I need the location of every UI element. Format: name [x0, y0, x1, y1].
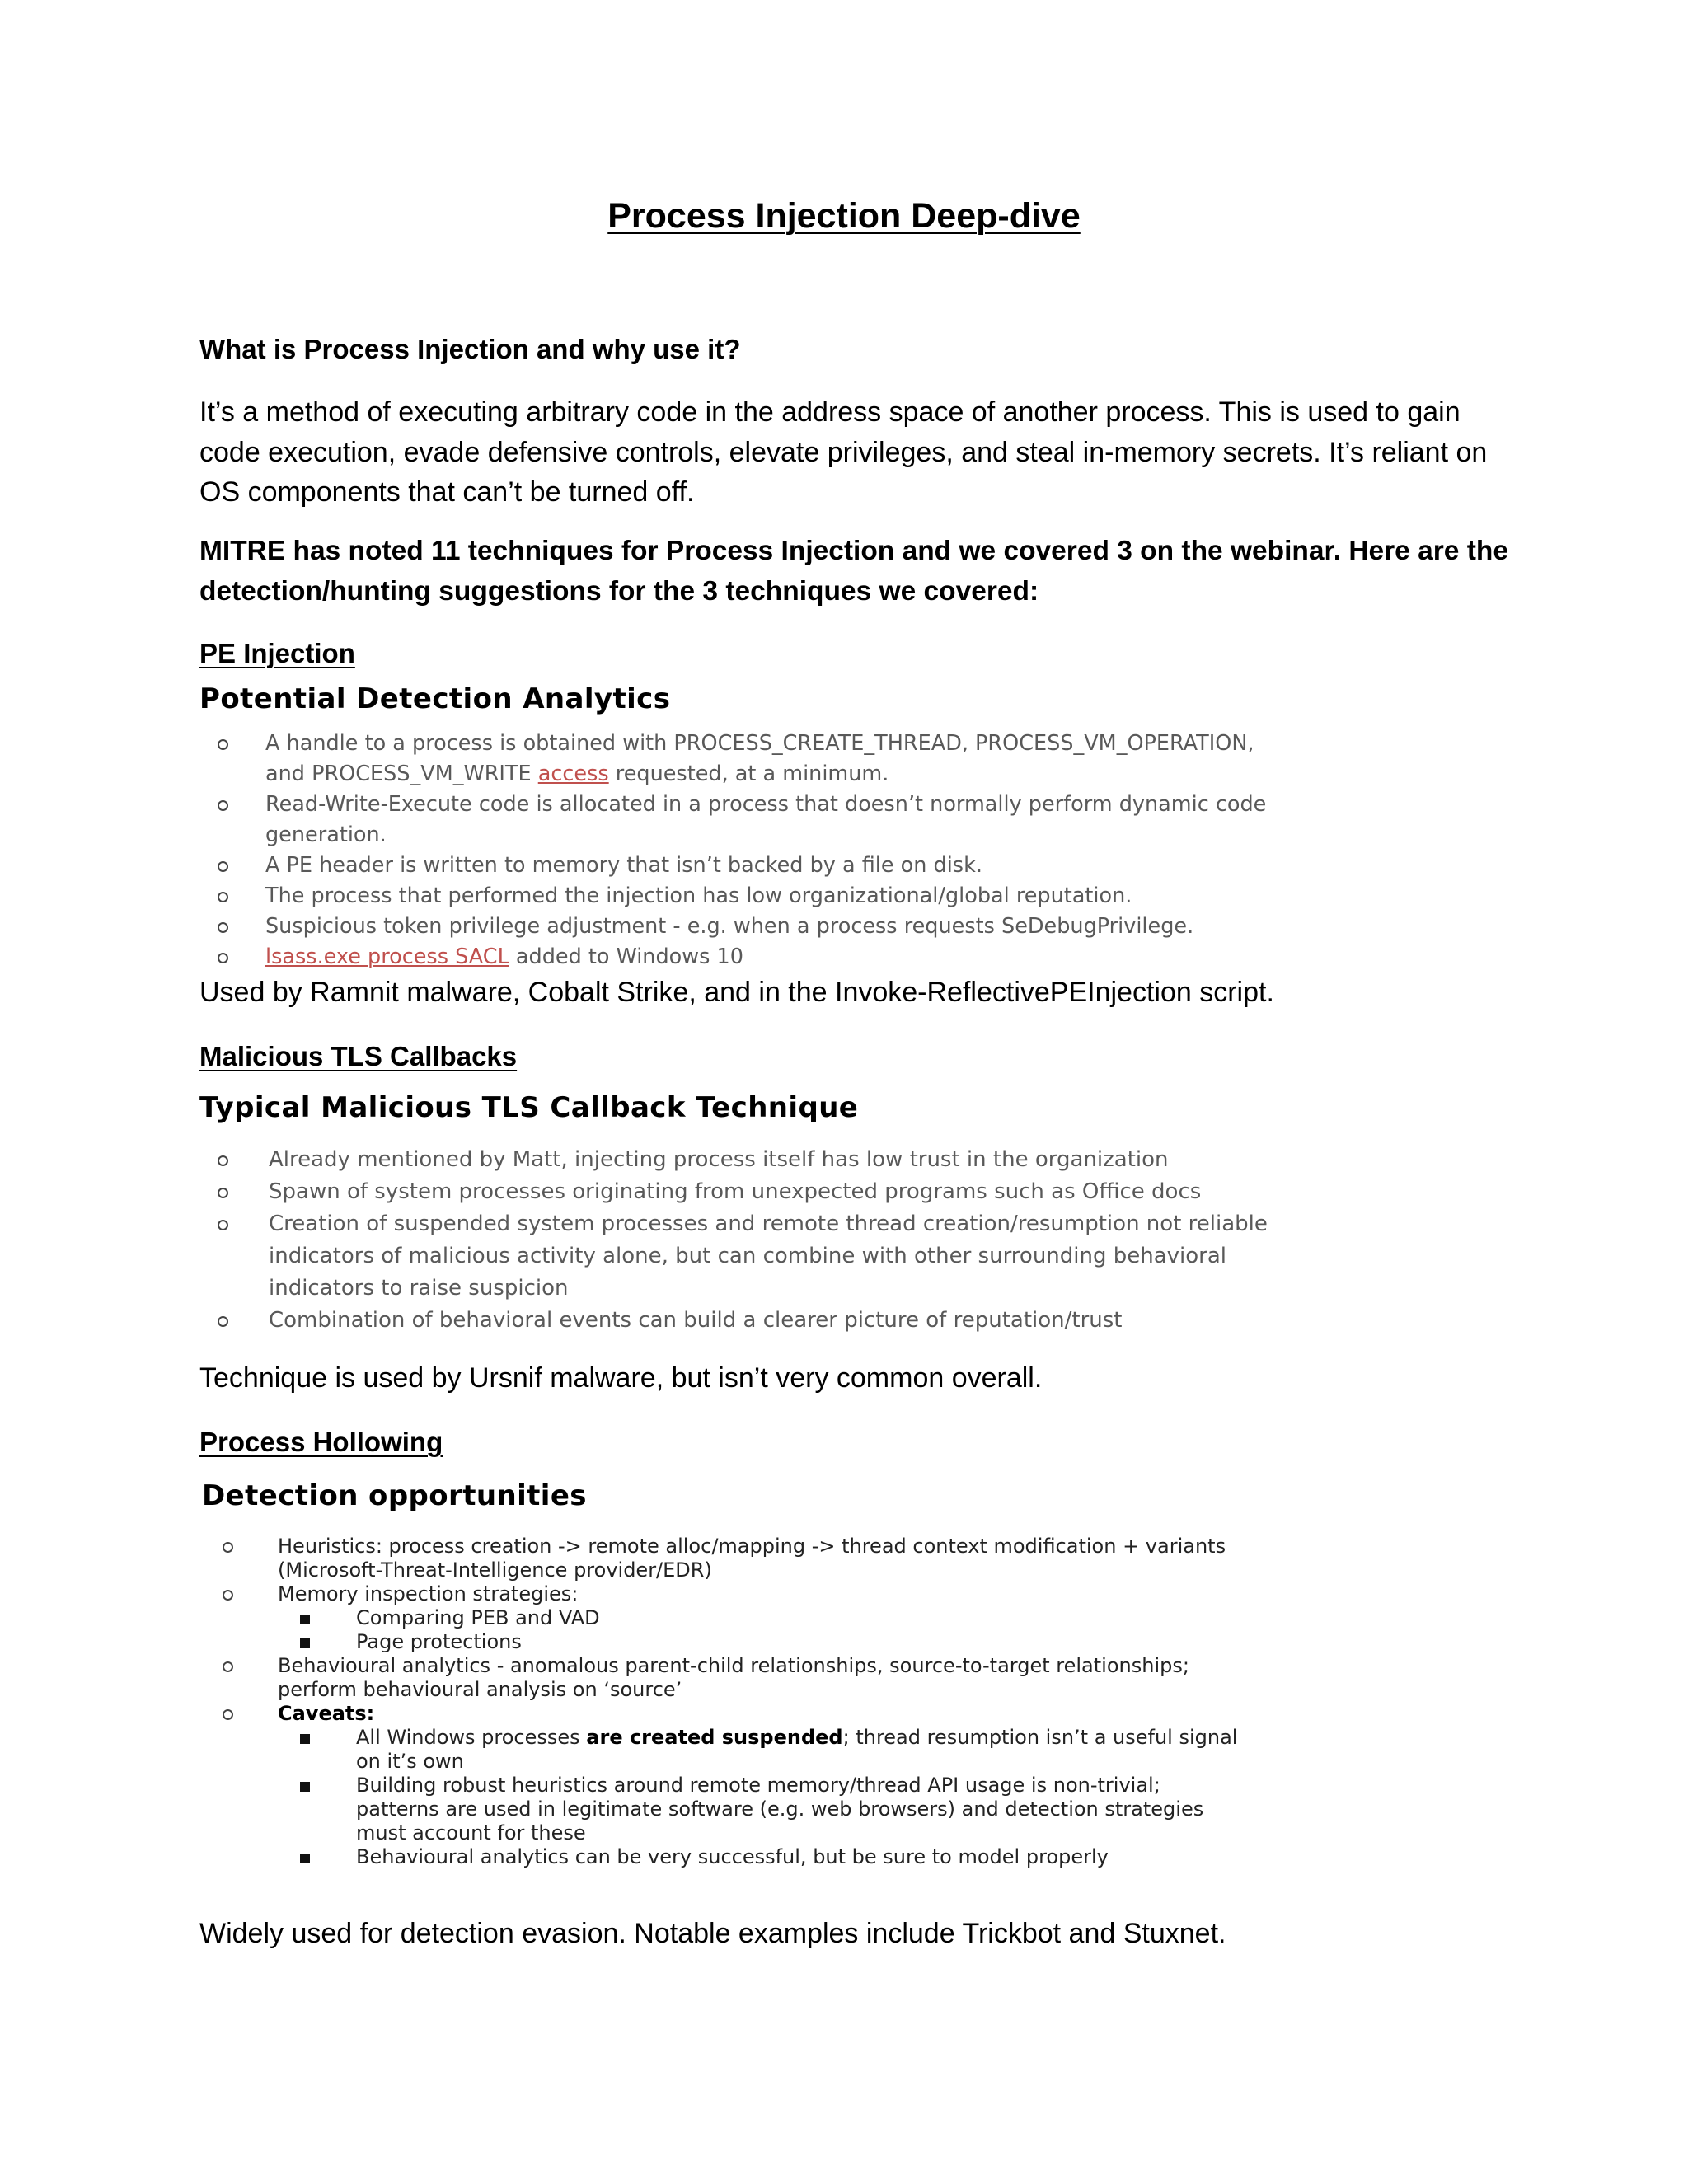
process-hollowing-heading: Process Hollowing — [199, 1427, 443, 1457]
sub-list-item: Comparing PEB and VAD — [198, 1606, 1246, 1630]
tls-callbacks-heading: Malicious TLS Callbacks — [199, 1041, 518, 1071]
circle-bullet-icon — [218, 739, 228, 750]
list-item: The process that performed the injection has low organizational/global reputation. — [199, 881, 1279, 912]
list-item: Spawn of system processes originating from unexpected programs such as Office docs — [199, 1176, 1282, 1208]
sub-list-item: Page protections — [198, 1630, 1246, 1654]
list-item: Suspicious token privilege adjustment - e.g. when a process requests SeDebugPrivilege. — [199, 912, 1279, 942]
list-item: Combination of behavioral events can build a clearer picture of reputation/trust — [199, 1305, 1282, 1337]
circle-bullet-icon — [218, 1155, 228, 1166]
list-item: Memory inspection strategies: — [198, 1582, 1234, 1606]
tls-slide-title: Typical Malicious TLS Callback Technique — [199, 1091, 859, 1124]
tls-detection-list — [199, 1144, 1282, 1337]
circle-bullet-icon — [223, 1661, 233, 1672]
sub-list-item: Building robust heuristics around remote memory/thread API usage is non-trivial; patterns are used in legitimate software (e.g. web browsers) and detection strategies must account for these — [198, 1774, 1246, 1845]
circle-bullet-icon — [218, 892, 228, 902]
mitre-note: MITRE has noted 11 techniques for Process Injection and we covered 3 on the webinar. Here are the detection/hunting suggestions for the 3 techniques we covered: — [199, 536, 1508, 607]
circle-bullet-icon — [218, 1188, 228, 1198]
pe-slide-title: Potential Detection Analytics — [199, 682, 671, 715]
circle-bullet-icon — [218, 953, 228, 963]
list-item: Heuristics: process creation -> remote alloc/mapping -> thread context modification + variants (Microsoft-Threat-Intelligence provider/EDR) — [198, 1535, 1234, 1582]
access-link[interactable]: access — [537, 762, 609, 786]
list-item: Already mentioned by Matt, injecting process itself has low trust in the organization — [199, 1144, 1282, 1176]
circle-bullet-icon — [218, 922, 228, 933]
circle-bullet-icon — [223, 1542, 233, 1553]
circle-bullet-icon — [218, 1316, 228, 1327]
list-item: Caveats: — [198, 1702, 1234, 1726]
intro-answer: It’s a method of executing arbitrary code in the address space of another process. This is used to gain code execution, evade defensive controls, elevate privileges, and steal in-memory secrets. It’s reliant on OS components that can’t be turned off. — [199, 396, 1488, 508]
page-title: Process Injection Deep-dive — [607, 196, 1081, 236]
list-item: A handle to a process is obtained with PROCESS_CREATE_THREAD, PROCESS_VM_OPERATION, and PROCESS_VM_WRITE access requested, at a minimum. — [199, 729, 1279, 790]
square-bullet-icon — [300, 1782, 310, 1792]
hollowing-detection-list — [198, 1535, 1246, 1869]
circle-bullet-icon — [218, 1220, 228, 1230]
square-bullet-icon — [300, 1638, 310, 1648]
circle-bullet-icon — [223, 1590, 233, 1601]
sub-list-item: All Windows processes are created suspended; thread resumption isn’t a useful signal on it’s own — [198, 1726, 1246, 1774]
square-bullet-icon — [300, 1734, 310, 1744]
square-bullet-icon — [300, 1854, 310, 1863]
intro-question: What is Process Injection and why use it? — [199, 334, 741, 364]
circle-bullet-icon — [218, 800, 228, 811]
list-item: A PE header is written to memory that isn’t backed by a file on disk. — [199, 851, 1279, 881]
pe-summary: Used by Ramnit malware, Cobalt Strike, and in the Invoke-ReflectivePEInjection script. — [199, 977, 1274, 1008]
circle-bullet-icon — [218, 861, 228, 872]
pe-detection-list — [199, 729, 1279, 972]
sub-list-item: Behavioural analytics can be very successful, but be sure to model properly — [198, 1845, 1246, 1869]
list-item: Creation of suspended system processes and remote thread creation/resumption not reliable indicators of malicious activity alone, but can combine with other surrounding behavioral indicators to raise suspicion — [199, 1208, 1282, 1305]
list-item: Read-Write-Execute code is allocated in a process that doesn’t normally perform dynamic code generation. — [199, 790, 1279, 851]
list-item: Behavioural analytics - anomalous parent-child relationships, source-to-target relationships; perform behavioural analysis on ‘source’ — [198, 1654, 1234, 1702]
circle-bullet-icon — [223, 1709, 233, 1720]
list-item: lsass.exe process SACL added to Windows 10 — [199, 942, 1279, 972]
tls-summary: Technique is used by Ursnif malware, but isn’t very common overall. — [199, 1362, 1043, 1394]
hollowing-summary: Widely used for detection evasion. Notable examples include Trickbot and Stuxnet. — [199, 1918, 1226, 1949]
lsass-sacl-link[interactable]: lsass.exe process SACL — [265, 944, 509, 969]
hollowing-slide-title: Detection opportunities — [202, 1479, 587, 1512]
square-bullet-icon — [300, 1615, 310, 1624]
pe-injection-heading: PE Injection — [199, 638, 355, 668]
